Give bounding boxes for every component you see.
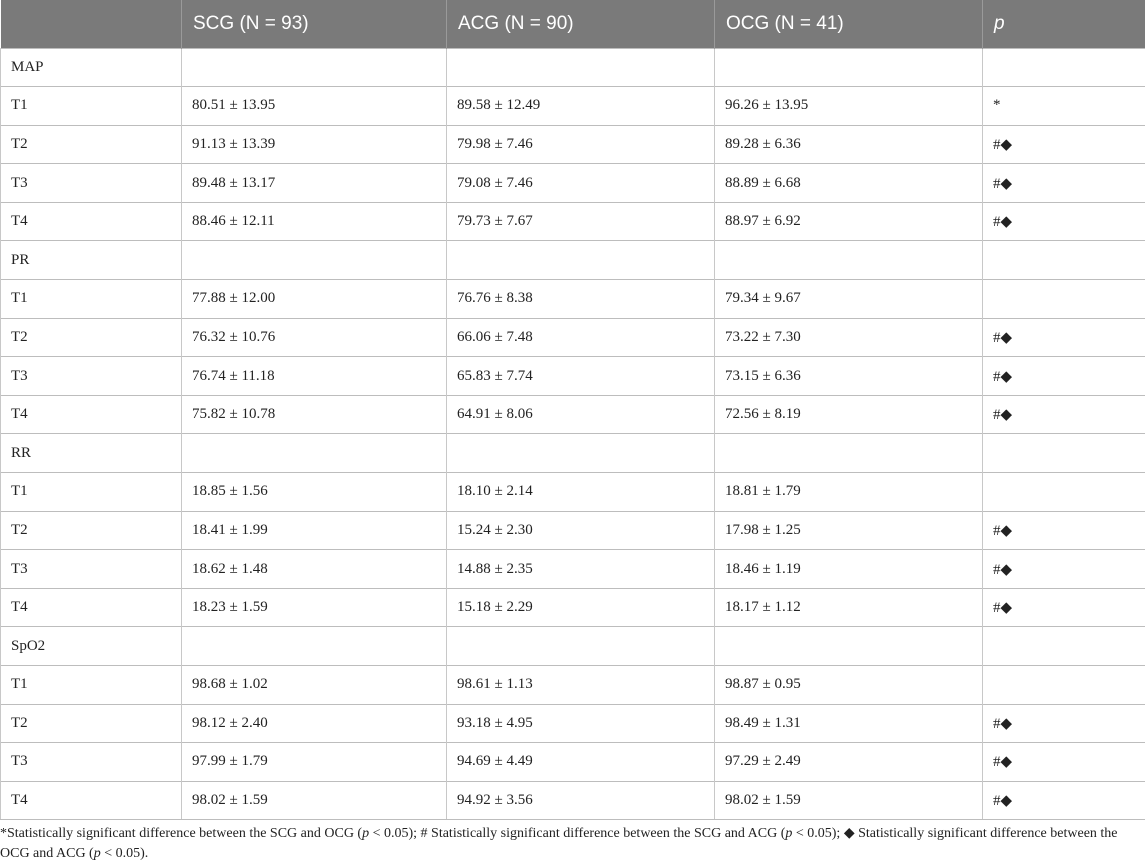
- ocg-value: 96.26 ± 13.95: [715, 87, 983, 126]
- p-value: #◆: [983, 550, 1145, 589]
- row-label: T2: [1, 125, 182, 164]
- acg-value: 79.08 ± 7.46: [447, 164, 715, 203]
- acg-value: [447, 48, 715, 87]
- table-row: [1, 588, 1145, 627]
- table-row: [1, 473, 1145, 512]
- acg-value: [447, 241, 715, 280]
- scg-value: 98.68 ± 1.02: [182, 666, 447, 705]
- row-label: PR: [1, 241, 182, 280]
- ocg-value: [715, 434, 983, 473]
- row-label: T3: [1, 550, 182, 589]
- p-value: [983, 473, 1145, 512]
- table-row: [1, 48, 1145, 87]
- table-row: [1, 202, 1145, 241]
- table-row: [1, 241, 1145, 280]
- scg-value: 80.51 ± 13.95: [182, 87, 447, 126]
- p-value: #◆: [983, 704, 1145, 743]
- acg-value: 14.88 ± 2.35: [447, 550, 715, 589]
- acg-value: 76.76 ± 8.38: [447, 280, 715, 319]
- row-label: T4: [1, 395, 182, 434]
- p-value: #◆: [983, 202, 1145, 241]
- ocg-value: 17.98 ± 1.25: [715, 511, 983, 550]
- p-value: #◆: [983, 781, 1145, 820]
- acg-value: 89.58 ± 12.49: [447, 87, 715, 126]
- acg-value: 15.24 ± 2.30: [447, 511, 715, 550]
- scg-value: 77.88 ± 12.00: [182, 280, 447, 319]
- scg-value: 75.82 ± 10.78: [182, 395, 447, 434]
- table-row: [1, 164, 1145, 203]
- ocg-value: 72.56 ± 8.19: [715, 395, 983, 434]
- scg-value: 18.62 ± 1.48: [182, 550, 447, 589]
- row-label: T1: [1, 473, 182, 512]
- acg-value: 93.18 ± 4.95: [447, 704, 715, 743]
- table-row: [1, 434, 1145, 473]
- p-value: #◆: [983, 588, 1145, 627]
- p-value: #◆: [983, 357, 1145, 396]
- ocg-value: 98.02 ± 1.59: [715, 781, 983, 820]
- scg-value: 98.02 ± 1.59: [182, 781, 447, 820]
- header-scg: SCG (N = 93): [182, 0, 447, 48]
- footnote-text-4: < 0.05).: [101, 846, 149, 861]
- ocg-value: [715, 48, 983, 87]
- scg-value: 89.48 ± 13.17: [182, 164, 447, 203]
- scg-value: 88.46 ± 12.11: [182, 202, 447, 241]
- table-row: [1, 125, 1145, 164]
- table-row: [1, 743, 1145, 782]
- p-value: [983, 666, 1145, 705]
- acg-value: 66.06 ± 7.48: [447, 318, 715, 357]
- footnote-text-3: < 0.05); ◆ Statistically significant difference between the OCG and ACG (: [0, 826, 1118, 861]
- footnote-p-1: p: [362, 826, 369, 841]
- row-label: T1: [1, 87, 182, 126]
- scg-value: 18.85 ± 1.56: [182, 473, 447, 512]
- row-label: SpO2: [1, 627, 182, 666]
- acg-value: 65.83 ± 7.74: [447, 357, 715, 396]
- ocg-value: 88.89 ± 6.68: [715, 164, 983, 203]
- row-label: RR: [1, 434, 182, 473]
- scg-value: [182, 434, 447, 473]
- ocg-value: [715, 627, 983, 666]
- ocg-value: 97.29 ± 2.49: [715, 743, 983, 782]
- acg-value: 94.69 ± 4.49: [447, 743, 715, 782]
- ocg-value: 73.22 ± 7.30: [715, 318, 983, 357]
- table-row: [1, 704, 1145, 743]
- p-value: [983, 627, 1145, 666]
- scg-value: 18.41 ± 1.99: [182, 511, 447, 550]
- footnote-p-3: p: [94, 846, 101, 861]
- acg-value: 79.73 ± 7.67: [447, 202, 715, 241]
- table-row: [1, 781, 1145, 820]
- acg-value: 98.61 ± 1.13: [447, 666, 715, 705]
- header-acg: ACG (N = 90): [447, 0, 715, 48]
- p-value: *: [983, 87, 1145, 126]
- table-body: [1, 48, 1145, 820]
- table-footnote: [0, 824, 1140, 864]
- scg-value: 91.13 ± 13.39: [182, 125, 447, 164]
- scg-value: [182, 627, 447, 666]
- scg-value: [182, 48, 447, 87]
- row-label: T4: [1, 781, 182, 820]
- scg-value: 76.74 ± 11.18: [182, 357, 447, 396]
- scg-value: 97.99 ± 1.79: [182, 743, 447, 782]
- acg-value: 18.10 ± 2.14: [447, 473, 715, 512]
- row-label: T4: [1, 588, 182, 627]
- ocg-value: 18.81 ± 1.79: [715, 473, 983, 512]
- footnote-text-1: *Statistically significant difference between the SCG and OCG (: [0, 826, 362, 841]
- p-value: #◆: [983, 125, 1145, 164]
- row-label: T2: [1, 511, 182, 550]
- ocg-value: 79.34 ± 9.67: [715, 280, 983, 319]
- header-p: p: [983, 0, 1145, 48]
- acg-value: 94.92 ± 3.56: [447, 781, 715, 820]
- row-label: T3: [1, 164, 182, 203]
- p-value: [983, 241, 1145, 280]
- row-label: T2: [1, 318, 182, 357]
- acg-value: 15.18 ± 2.29: [447, 588, 715, 627]
- p-value: #◆: [983, 511, 1145, 550]
- row-label: T1: [1, 666, 182, 705]
- header-blank: [1, 0, 182, 48]
- row-label: T2: [1, 704, 182, 743]
- p-value: #◆: [983, 164, 1145, 203]
- acg-value: 79.98 ± 7.46: [447, 125, 715, 164]
- row-label: MAP: [1, 48, 182, 87]
- p-value: [983, 48, 1145, 87]
- p-value: [983, 434, 1145, 473]
- table-row: [1, 627, 1145, 666]
- table-row: [1, 87, 1145, 126]
- ocg-value: 73.15 ± 6.36: [715, 357, 983, 396]
- p-value: #◆: [983, 318, 1145, 357]
- row-label: T3: [1, 357, 182, 396]
- ocg-value: 18.46 ± 1.19: [715, 550, 983, 589]
- acg-value: [447, 627, 715, 666]
- footnote-p-2: p: [785, 826, 792, 841]
- acg-value: 64.91 ± 8.06: [447, 395, 715, 434]
- scg-value: 76.32 ± 10.76: [182, 318, 447, 357]
- footnote-text-2: < 0.05); # Statistically significant difference between the SCG and ACG (: [369, 826, 785, 841]
- row-label: T1: [1, 280, 182, 319]
- ocg-value: 18.17 ± 1.12: [715, 588, 983, 627]
- table-row: [1, 318, 1145, 357]
- scg-value: [182, 241, 447, 280]
- table-row: [1, 666, 1145, 705]
- table-row: [1, 511, 1145, 550]
- row-label: T3: [1, 743, 182, 782]
- row-label: T4: [1, 202, 182, 241]
- table-row: [1, 550, 1145, 589]
- header-row: [1, 0, 1145, 48]
- p-value: #◆: [983, 743, 1145, 782]
- scg-value: 98.12 ± 2.40: [182, 704, 447, 743]
- ocg-value: 89.28 ± 6.36: [715, 125, 983, 164]
- table-row: [1, 280, 1145, 319]
- table-header: [1, 0, 1145, 48]
- ocg-value: [715, 241, 983, 280]
- scg-value: 18.23 ± 1.59: [182, 588, 447, 627]
- p-value: #◆: [983, 395, 1145, 434]
- ocg-value: 88.97 ± 6.92: [715, 202, 983, 241]
- table-row: [1, 395, 1145, 434]
- table-row: [1, 357, 1145, 396]
- acg-value: [447, 434, 715, 473]
- ocg-value: 98.87 ± 0.95: [715, 666, 983, 705]
- p-value: [983, 280, 1145, 319]
- ocg-value: 98.49 ± 1.31: [715, 704, 983, 743]
- header-ocg: OCG (N = 41): [715, 0, 983, 48]
